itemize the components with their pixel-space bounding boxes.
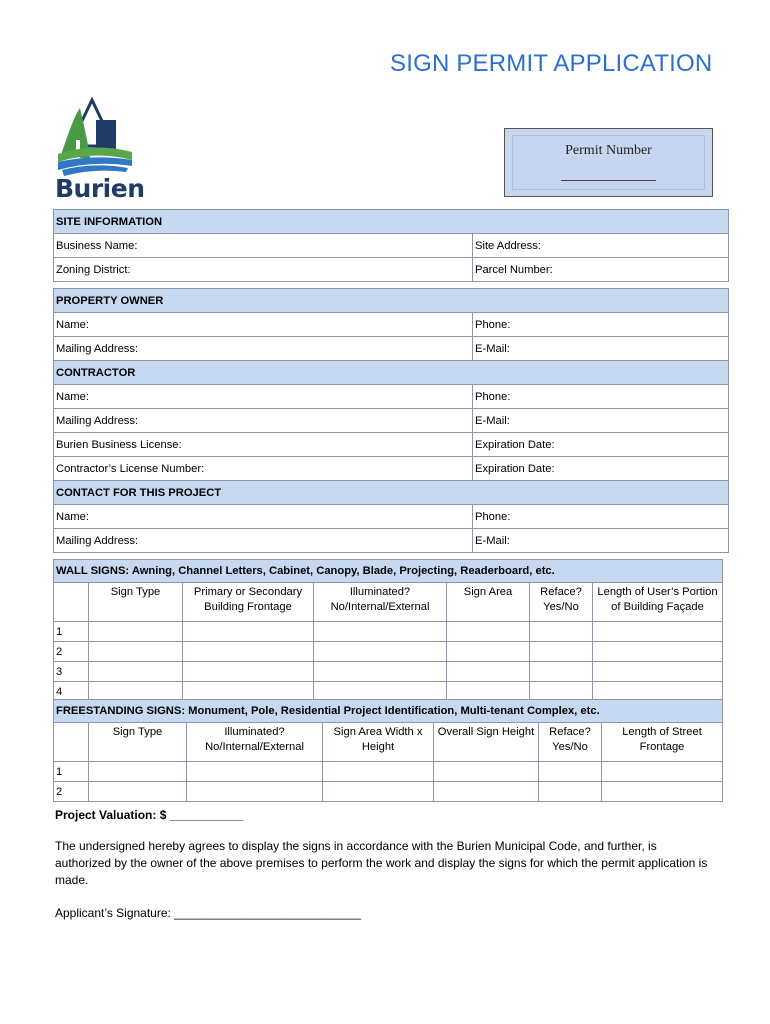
permit-number-label: Permit Number — [565, 143, 652, 158]
business-license-expiration-field[interactable]: Expiration Date: — [473, 433, 729, 457]
contractor-mailing-address-field[interactable]: Mailing Address: — [54, 409, 473, 433]
row-number: 1 — [54, 762, 89, 782]
table-cell-input[interactable] — [434, 762, 539, 782]
free-col-overall-height: Overall Sign Height — [434, 723, 539, 762]
table-cell-input[interactable] — [187, 782, 323, 802]
wall-col-sign-type: Sign Type — [89, 583, 183, 622]
wall-col-frontage: Primary or Secondary Building Frontage — [183, 583, 314, 622]
table-cell — [54, 282, 729, 289]
free-col-reface: Reface? Yes/No — [539, 723, 602, 762]
logo-wordmark: Burien — [55, 174, 145, 203]
applicant-signature-field[interactable]: Applicant’s Signature: ____________________________ — [55, 906, 362, 920]
table-cell-input[interactable] — [323, 762, 434, 782]
owner-name-field[interactable]: Name: — [54, 313, 473, 337]
free-col-illuminated: Illuminated? No/Internal/External — [187, 723, 323, 762]
free-col-sign-type: Sign Type — [89, 723, 187, 762]
contact-email-field[interactable]: E-Mail: — [473, 529, 729, 553]
contractor-license-expiration-field[interactable]: Expiration Date: — [473, 457, 729, 481]
table-row — [54, 782, 723, 802]
table-cell-input[interactable] — [183, 642, 314, 662]
row-number: 2 — [54, 642, 89, 662]
free-col-street-frontage: Length of Street Frontage — [602, 723, 723, 762]
table-cell-input[interactable] — [602, 782, 723, 802]
contractor-header: CONTRACTOR — [54, 361, 729, 385]
table-cell-input[interactable] — [447, 642, 530, 662]
business-license-field[interactable]: Burien Business License: — [54, 433, 473, 457]
wall-col-illuminated: Illuminated? No/Internal/External — [314, 583, 447, 622]
info-table — [53, 209, 729, 553]
table-cell-input[interactable] — [314, 642, 447, 662]
wall-col-facade-length: Length of User’s Portion of Building Façade — [593, 583, 723, 622]
contractor-name-field[interactable]: Name: — [54, 385, 473, 409]
table-cell-input[interactable] — [447, 622, 530, 642]
table-cell-input[interactable] — [323, 782, 434, 802]
table-cell-input[interactable] — [539, 782, 602, 802]
owner-header: PROPERTY OWNER — [54, 289, 729, 313]
owner-phone-field[interactable]: Phone: — [473, 313, 729, 337]
zoning-district-field[interactable]: Zoning District: — [54, 258, 473, 282]
permit-number-box — [504, 128, 713, 197]
table-cell-input[interactable] — [187, 762, 323, 782]
table-cell-input[interactable] — [314, 622, 447, 642]
table-cell-input[interactable] — [539, 762, 602, 782]
table-cell-input[interactable] — [314, 662, 447, 682]
row-number: 2 — [54, 782, 89, 802]
table-cell-input[interactable] — [602, 762, 723, 782]
contact-mailing-address-field[interactable]: Mailing Address: — [54, 529, 473, 553]
table-cell-input[interactable] — [593, 662, 723, 682]
table-cell-input[interactable] — [89, 622, 183, 642]
table-cell-input[interactable] — [593, 642, 723, 662]
table-cell-input[interactable] — [89, 662, 183, 682]
wall-col-sign-area: Sign Area — [447, 583, 530, 622]
owner-email-field[interactable]: E-Mail: — [473, 337, 729, 361]
contact-header: CONTACT FOR THIS PROJECT — [54, 481, 729, 505]
table-row — [54, 662, 723, 682]
table-cell-input[interactable] — [530, 662, 593, 682]
owner-mailing-address-field[interactable]: Mailing Address: — [54, 337, 473, 361]
table-cell-input[interactable] — [447, 662, 530, 682]
table-cell-input[interactable] — [593, 622, 723, 642]
parcel-number-field[interactable]: Parcel Number: — [473, 258, 729, 282]
site-header: SITE INFORMATION — [54, 210, 729, 234]
table-cell — [54, 583, 89, 622]
contact-phone-field[interactable]: Phone: — [473, 505, 729, 529]
agreement-statement: The undersigned hereby agrees to display the signs in accordance with the Burien Municipal Code, and further, is authorized by the owner of the above premises to perform the work and display the signs for which the permit application is made. — [55, 839, 708, 887]
contractor-phone-field[interactable]: Phone: — [473, 385, 729, 409]
table-cell-input[interactable] — [183, 622, 314, 642]
wall-col-reface: Reface? Yes/No — [530, 583, 593, 622]
row-number: 1 — [54, 622, 89, 642]
freestanding-signs-header: FREESTANDING SIGNS: Monument, Pole, Residential Project Identification, Multi-tenant Complex, etc. — [54, 700, 723, 723]
permit-number-field[interactable] — [561, 180, 656, 181]
table-row — [54, 642, 723, 662]
site-address-field[interactable]: Site Address: — [473, 234, 729, 258]
project-valuation-field[interactable]: Project Valuation: $ ___________ — [55, 808, 244, 822]
free-col-sign-area: Sign Area Width x Height — [323, 723, 434, 762]
page-title: SIGN PERMIT APPLICATION — [390, 50, 713, 77]
table-cell-input[interactable] — [530, 642, 593, 662]
table-cell-input[interactable] — [434, 782, 539, 802]
contractor-email-field[interactable]: E-Mail: — [473, 409, 729, 433]
freestanding-signs-table — [53, 699, 723, 802]
business-name-field[interactable]: Business Name: — [54, 234, 473, 258]
table-cell-input[interactable] — [89, 762, 187, 782]
row-number: 4 — [54, 682, 89, 702]
table-cell-input[interactable] — [530, 622, 593, 642]
wall-signs-header: WALL SIGNS: Awning, Channel Letters, Cabinet, Canopy, Blade, Projecting, Readerboard, etc. — [54, 560, 723, 583]
table-cell — [54, 723, 89, 762]
table-row — [54, 622, 723, 642]
table-cell-input[interactable] — [183, 662, 314, 682]
table-cell-input[interactable] — [89, 782, 187, 802]
table-row — [54, 762, 723, 782]
table-cell-input[interactable] — [89, 642, 183, 662]
contact-name-field[interactable]: Name: — [54, 505, 473, 529]
row-number: 3 — [54, 662, 89, 682]
wall-signs-table — [53, 559, 723, 702]
contractor-license-field[interactable]: Contractor’s License Number: — [54, 457, 473, 481]
